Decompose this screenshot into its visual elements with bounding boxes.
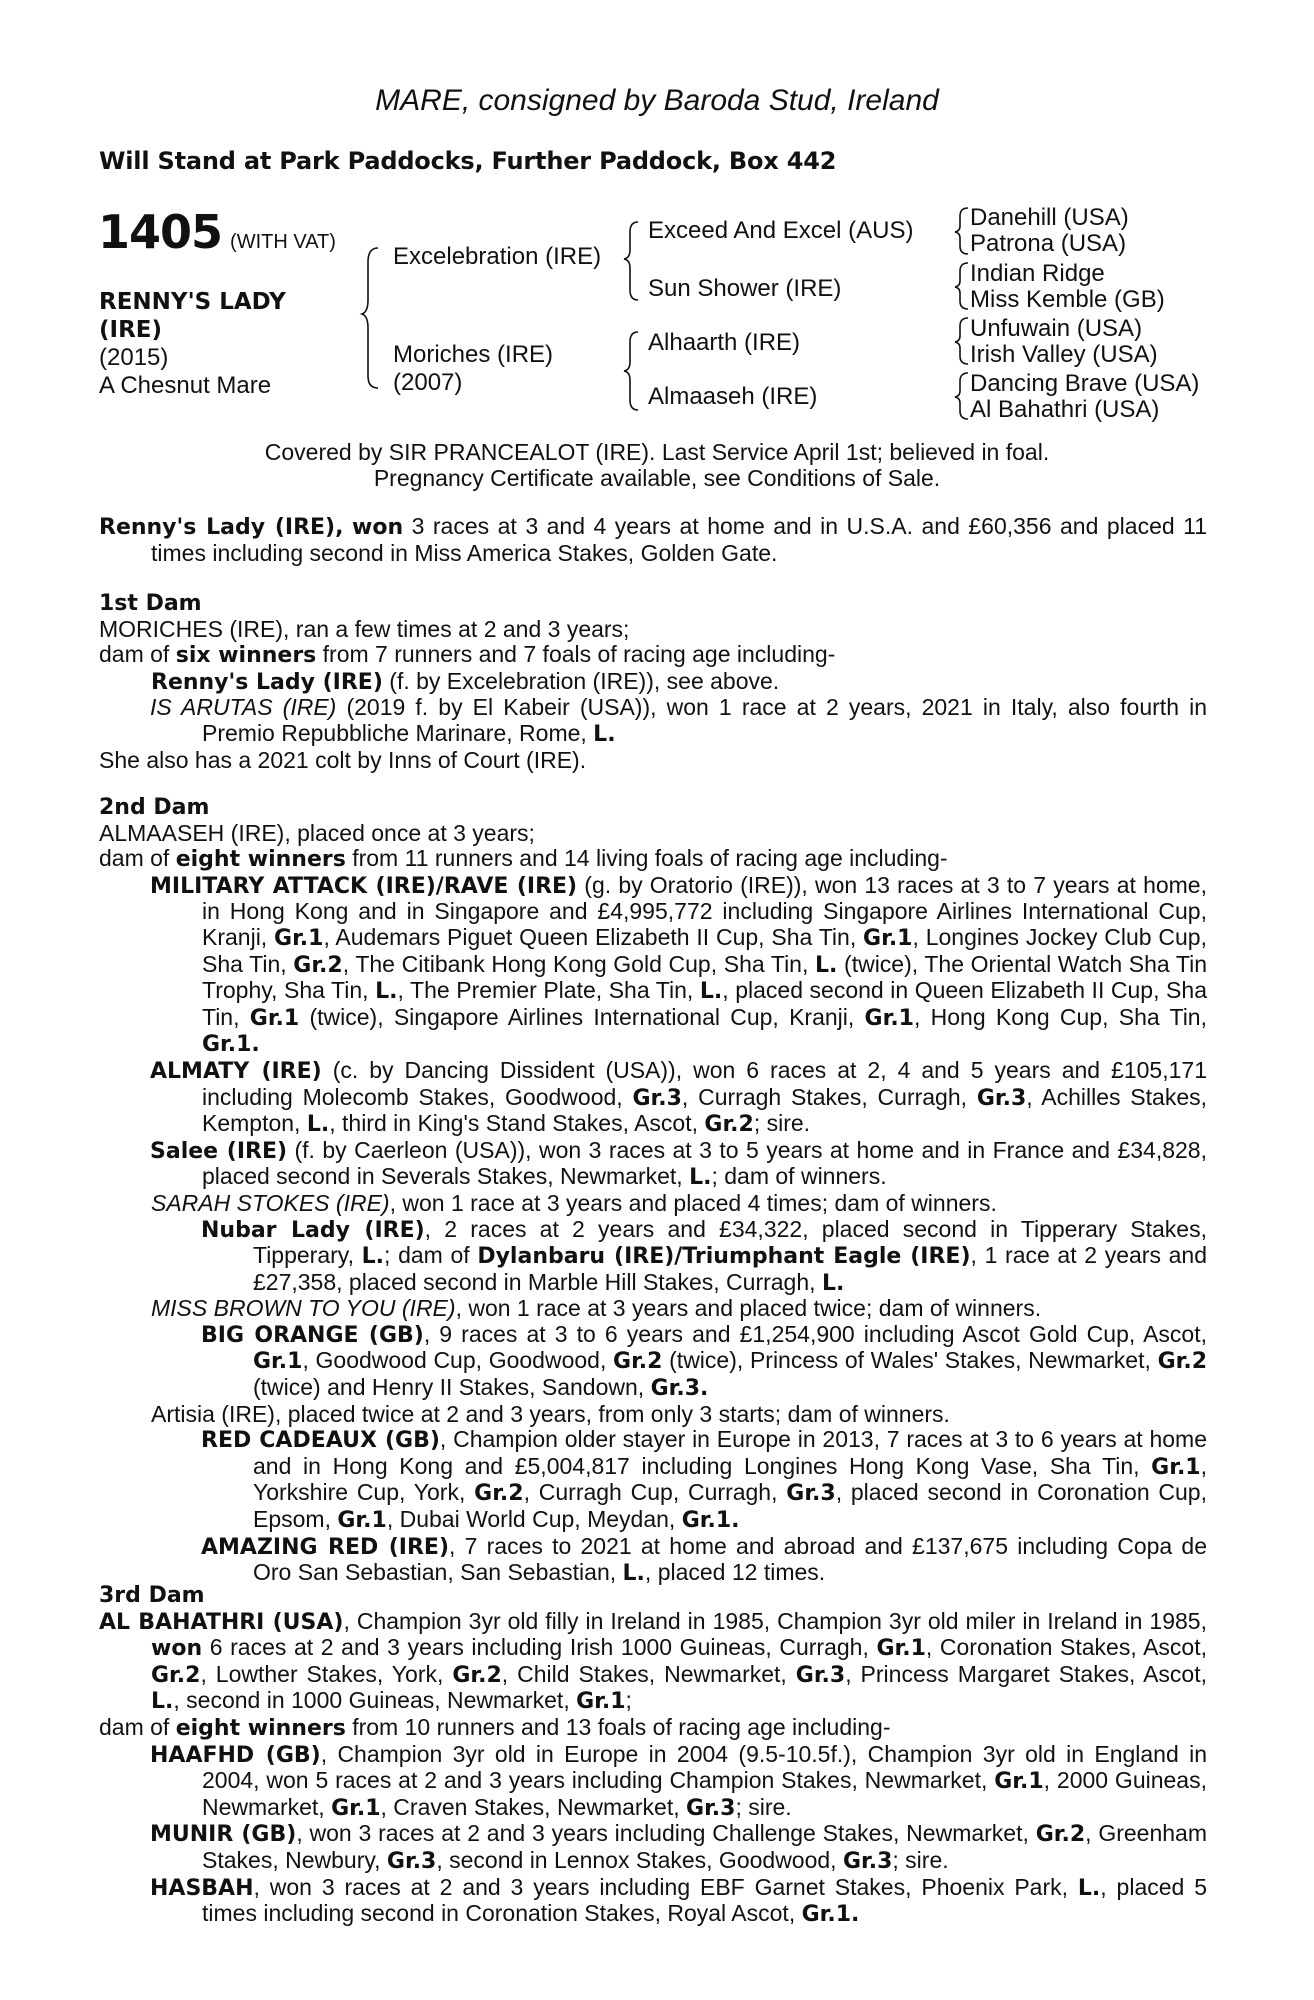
brace-dam [624, 332, 638, 410]
produce-artisia: Artisia (IRE), placed twice at 2 and 3 years, from only 3 starts; dam of winners. [151, 1400, 950, 1427]
third-dam-heading: 3rd Dam [99, 1583, 205, 1608]
first-dam-heading: 1st Dam [99, 591, 202, 616]
third-dam-produce: dam of eight winners from 10 runners and 13 foals of racing age including- [99, 1713, 891, 1741]
pedigree-g8: Al Bahathri (USA) [970, 396, 1160, 423]
produce-munir: MUNIR (GB), won 3 races at 2 and 3 years including Challenge Stakes, Newmarket, Gr.2, Greenham Stakes, Newbury, Gr.3, second in Lennox Stakes, Goodwood, Gr.3; sire. [150, 1820, 1207, 1874]
pedigree-dam-dam: Almaaseh (IRE) [648, 383, 818, 410]
pedigree-dam-sire: Alhaarth (IRE) [648, 329, 801, 356]
brace-g3a [955, 208, 968, 254]
second-dam-line: ALMAASEH (IRE), placed once at 3 years; [99, 819, 535, 846]
pedigree-g3: Indian Ridge [970, 260, 1105, 287]
third-dam-record: AL BAHATHRI (USA), Champion 3yr old filly in Ireland in 1985, Champion 3yr old miler in Ireland in 1985, won 6 races at 2 and 3 years including Irish 1000 Guineas, Curragh, Gr.1, Coronation Stakes, Ascot, Gr.2, Lowther Stakes, York, Gr.2, Child Stakes, Newmarket, Gr.3, Princess Margaret Stakes, Ascot, L., second in 1000 Guineas, Newmarket, Gr.1; [99, 1607, 1207, 1715]
produce-rennys-lady: Renny's Lady (IRE) (f. by Excelebration (IRE)), see above. [151, 667, 780, 695]
brace-gen1 [362, 248, 378, 388]
lot-number: 1405 [98, 205, 223, 259]
produce-is-arutas: IS ARUTAS (IRE) (2019 f. by El Kabeir (USA)), won 1 race at 2 years, 2021 in Italy, also fourth in Premio Repubbliche Marinare, Rome, L. [150, 694, 1207, 747]
produce-military-attack: MILITARY ATTACK (IRE)/RAVE (IRE) (g. by Oratorio (IRE)), won 13 races at 3 to 7 years at home, in Hong Kong and in Singapore and £4,995,772 including Singapore Airlines International Cup, Kranji, Gr.1, Audemars Piguet Queen Elizabeth II Cup, Sha Tin, Gr.1, Longines Jockey Club Cup, Sha Tin, Gr.2, The Citibank Hong Kong Gold Cup, Sha Tin, L. (twice), The Oriental Watch Sha Tin Trophy, Sha Tin, L., The Premier Plate, Sha Tin, L., placed second in Queen Elizabeth II Cup, Sha Tin, Gr.1 (twice), Singapore Airlines International Cup, Kranji, Gr.1, Hong Kong Cup, Sha Tin, Gr.1. [150, 871, 1208, 1058]
brace-g3d [955, 373, 968, 419]
first-dam-produce: dam of six winners from 7 runners and 7 foals of racing age including- [99, 641, 836, 669]
produce-almaty: ALMATY (IRE) (c. by Dancing Dissident (USA)), won 6 races at 2, 4 and 5 years and £105,171 including Molecomb Stakes, Goodwood, Gr.3, Curragh Stakes, Curragh, Gr.3, Achilles Stakes, Kempton, L., third in King's Stand Stakes, Ascot, Gr.2; sire. [150, 1056, 1208, 1138]
first-dam-also: She also has a 2021 colt by Inns of Court (IRE). [99, 746, 587, 773]
third-dam-section [99, 1583, 1207, 1928]
consignor-title: MARE, consigned by Baroda Stud, Ireland [375, 84, 939, 117]
first-dam-section [99, 591, 1207, 773]
pedigree-g4: Miss Kemble (GB) [970, 286, 1165, 313]
horse-name-line1: RENNY'S LADY [99, 289, 286, 315]
produce-hasbah: HASBAH, won 3 races at 2 and 3 years including EBF Garnet Stakes, Phoenix Park, L., placed 5 times including second in Coronation Stakes, Royal Ascot, Gr.1. [150, 1873, 1207, 1928]
produce-red-cadeaux: RED CADEAUX (GB), Champion older stayer in Europe in 2013, 7 races at 3 to 6 years at home and in Hong Kong and £5,004,817 including Longines Hong Kong Vase, Sha Tin, Gr.1, Yorkshire Cup, York, Gr.2, Curragh Cup, Curragh, Gr.3, placed second in Coronation Cup, Epsom, Gr.1, Dubai World Cup, Meydan, Gr.1. [201, 1426, 1207, 1534]
stabling-location: Will Stand at Park Paddocks, Further Paddock, Box 442 [99, 147, 837, 175]
produce-big-orange: BIG ORANGE (GB), 9 races at 3 to 6 years and £1,254,900 including Ascot Gold Cup, Ascot, Gr.1, Goodwood Cup, Goodwood, Gr.2 (twice), Princess of Wales' Stakes, Newmarket, Gr.2 (twice) and Henry II Stakes, Sandown, Gr.3. [201, 1320, 1207, 1402]
pedigree-sire-sire: Exceed And Excel (AUS) [648, 217, 914, 244]
pedigree-sire: Excelebration (IRE) [393, 243, 602, 270]
produce-sarah-stokes: SARAH STOKES (IRE), won 1 race at 3 years and placed 4 times; dam of winners. [151, 1189, 997, 1216]
pedigree-g1: Danehill (USA) [970, 204, 1129, 231]
pedigree-g2: Patrona (USA) [970, 230, 1127, 257]
brace-g3c [955, 318, 968, 364]
first-dam-line: MORICHES (IRE), ran a few times at 2 and 3 years; [99, 615, 630, 642]
horse-description: A Chesnut Mare [99, 372, 272, 399]
race-record-paragraph: Renny's Lady (IRE), won 3 races at 3 and 4 years at home and in U.S.A. and £60,356 and placed 11 times including second in Miss America Stakes, Golden Gate. [99, 513, 1208, 566]
produce-salee: Salee (IRE) (f. by Caerleon (USA)), won 3 races at 3 to 5 years at home and in France and £34,828, placed second in Severals Stakes, Newmarket, L.; dam of winners. [150, 1136, 1207, 1191]
vat-label: (WITH VAT) [230, 231, 336, 253]
produce-miss-brown-to-you: MISS BROWN TO YOU (IRE), won 1 race at 3 years and placed twice; dam of winners. [151, 1295, 1042, 1322]
pedigree-g6: Irish Valley (USA) [970, 341, 1158, 368]
brace-g3b [955, 263, 968, 309]
pedigree-dam-year: (2007) [393, 369, 463, 396]
produce-nubar-lady: Nubar Lady (IRE), 2 races at 2 years and £34,322, placed second in Tipperary Stakes, Tipperary, L.; dam of Dylanbaru (IRE)/Triumphant Eagle (IRE), 1 race at 2 years and £27,358, placed second in Marble Hill Stakes, Curragh, L. [201, 1215, 1208, 1296]
produce-haafhd: HAAFHD (GB), Champion 3yr old in Europe in 2004 (9.5-10.5f.), Champion 3yr old in England in 2004, won 5 races at 2 and 3 years including Champion Stakes, Newmarket, Gr.1, 2000 Guineas, Newmarket, Gr.1, Craven Stakes, Newmarket, Gr.3; sire. [150, 1740, 1208, 1821]
pedigree-dam: Moriches (IRE) [393, 341, 554, 368]
covering-line1: Covered by SIR PRANCEALOT (IRE). Last Service April 1st; believed in foal. [264, 439, 1050, 465]
second-dam-heading: 2nd Dam [99, 795, 210, 820]
second-dam-produce: dam of eight winners from 11 runners and 14 living foals of racing age including- [99, 845, 948, 873]
pedigree-g5: Unfuwain (USA) [970, 315, 1143, 342]
covering-line2: Pregnancy Certificate available, see Conditions of Sale. [373, 465, 941, 491]
race-record [99, 514, 1207, 566]
brace-sire [624, 222, 638, 300]
horse-foaling-year: (2015) [99, 344, 169, 371]
pedigree-sire-dam: Sun Shower (IRE) [648, 275, 842, 302]
produce-amazing-red: AMAZING RED (IRE), 7 races to 2021 at home and abroad and £137,675 including Copa de Oro San Sebastian, San Sebastian, L., placed 12 times. [201, 1532, 1207, 1587]
second-dam-section [99, 795, 1207, 1587]
covering-note [0, 439, 1314, 491]
pedigree-g7: Dancing Brave (USA) [970, 370, 1200, 397]
horse-name-line2: (IRE) [99, 317, 163, 343]
